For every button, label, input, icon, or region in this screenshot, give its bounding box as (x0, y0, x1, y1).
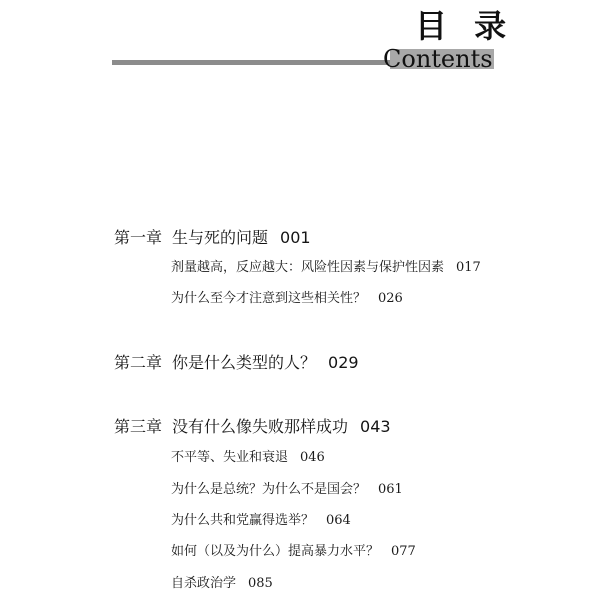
chapter-number: 第二章 (114, 353, 163, 372)
section-page: 061 (378, 482, 403, 497)
chapter-title: 没有什么像失败那样成功 (172, 417, 349, 436)
toc-chapter (114, 227, 311, 249)
toc-section (171, 448, 325, 468)
section-title: 剂量越高，反应越大：风险性因素与保护性因素 (171, 260, 445, 275)
chapter-number: 第三章 (114, 417, 163, 436)
section-title: 为什么共和党赢得选举？ (171, 513, 315, 528)
toc-section (171, 542, 416, 562)
chapter-title: 生与死的问题 (172, 228, 269, 247)
section-page: 017 (456, 260, 481, 275)
section-title: 为什么是总统？为什么不是国会？ (171, 482, 367, 497)
section-page: 077 (391, 544, 416, 559)
chapter-page: 029 (328, 353, 359, 372)
title-en: Contents (383, 45, 493, 73)
section-page: 085 (248, 576, 273, 591)
toc-chapter (114, 416, 391, 438)
chapter-page: 043 (360, 417, 391, 436)
toc-chapter (114, 352, 359, 374)
chapter-number: 第一章 (114, 228, 163, 247)
title-zh: 目 录 (415, 7, 515, 45)
toc-section (171, 480, 403, 500)
toc-section (171, 511, 351, 531)
chapter-page: 001 (280, 228, 311, 247)
section-title: 不平等、失业和衰退 (171, 450, 289, 465)
section-page: 046 (300, 450, 325, 465)
section-page: 026 (378, 291, 403, 306)
toc-section (171, 258, 481, 278)
section-title: 如何（以及为什么）提高暴力水平？ (171, 544, 380, 559)
section-title: 为什么至今才注意到这些相关性？ (171, 291, 367, 306)
toc-section (171, 289, 403, 309)
section-title: 自杀政治学 (171, 576, 237, 591)
section-page: 064 (326, 513, 351, 528)
chapter-title: 你是什么类型的人？ (172, 353, 317, 372)
toc-section (171, 574, 273, 594)
